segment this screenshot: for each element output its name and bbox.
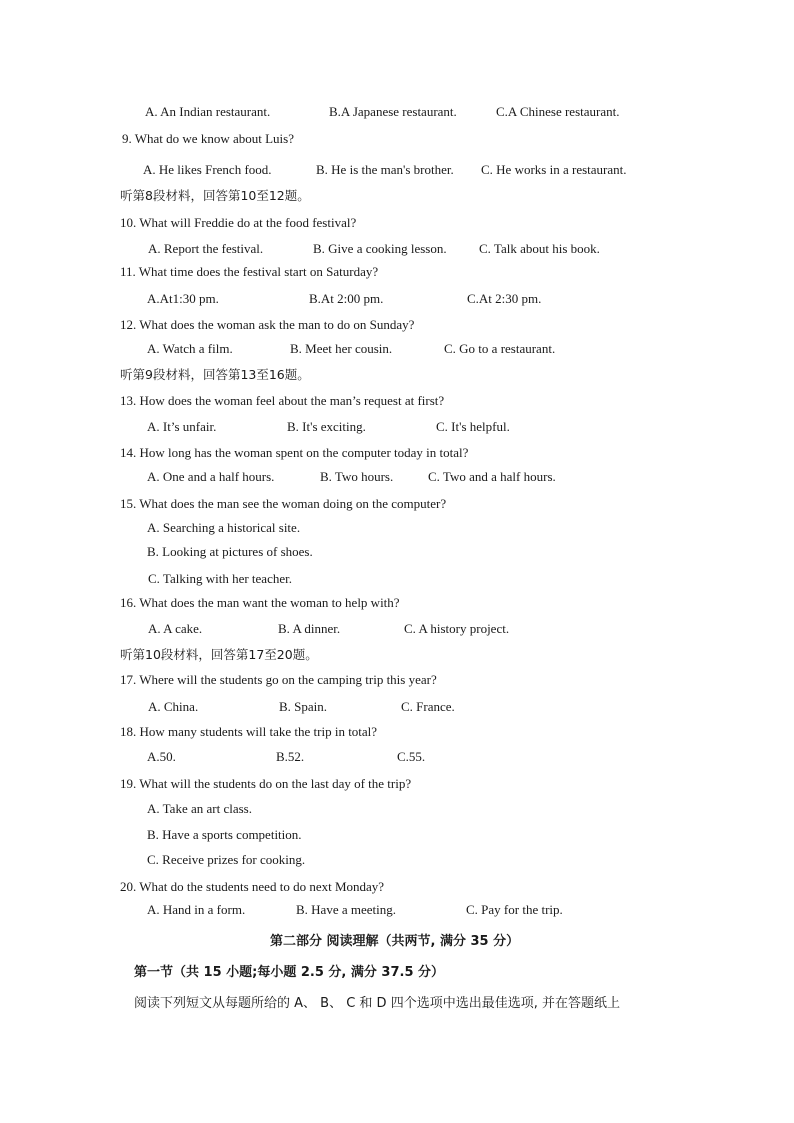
q14-option-c: C. Two and a half hours. (428, 469, 556, 484)
q9-option-c: C. He works in a restaurant. (481, 162, 627, 177)
part-two-title: 第二部分 阅读理解（共两节, 满分 35 分） (270, 934, 520, 949)
q10-option-b: B. Give a cooking lesson. (313, 241, 447, 256)
section-9-heading: 听第9段材料，回答第13至16题。 (120, 367, 310, 382)
q20-option-a: A. Hand in a form. (147, 902, 246, 917)
q8-option-a: A. An Indian restaurant. (145, 104, 271, 119)
q18-stem: 18. How many students will take the trip in total? (120, 724, 378, 739)
section-10-heading: 听第10段材料，回答第17至20题。 (120, 647, 318, 662)
q17-option-c: C. France. (401, 699, 455, 714)
q15-option-b: B. Looking at pictures of shoes. (147, 544, 313, 559)
q13-option-b: B. It's exciting. (287, 419, 366, 434)
q14-stem: 14. How long has the woman spent on the computer today in total? (120, 445, 469, 460)
q17-stem: 17. Where will the students go on the camping trip this year? (120, 672, 437, 687)
q10-option-a: A. Report the festival. (148, 241, 264, 256)
q8-option-b: B.A Japanese restaurant. (329, 104, 457, 119)
q11-option-c: C.At 2:30 pm. (467, 291, 542, 306)
section-one-title: 第一节（共 15 小题;每小题 2.5 分, 满分 37.5 分） (134, 965, 445, 980)
q20-option-b: B. Have a meeting. (296, 902, 396, 917)
q13-stem: 13. How does the woman feel about the man’s request at first? (120, 393, 445, 408)
q12-stem: 12. What does the woman ask the man to do on Sunday? (120, 317, 415, 332)
q18-option-c: C.55. (397, 749, 426, 764)
q16-option-a: A. A cake. (148, 621, 203, 636)
q17-option-b: B. Spain. (279, 699, 328, 714)
q18-option-b: B.52. (276, 749, 305, 764)
q12-option-c: C. Go to a restaurant. (444, 341, 556, 356)
q16-stem: 16. What does the man want the woman to help with? (120, 595, 400, 610)
q11-option-b: B.At 2:00 pm. (309, 291, 384, 306)
q13-option-a: A. It’s unfair. (147, 419, 217, 434)
q14-option-a: A. One and a half hours. (147, 469, 275, 484)
q11-option-a: A.At1:30 pm. (147, 291, 219, 306)
q15-option-c: C. Talking with her teacher. (148, 571, 292, 586)
q14-option-b: B. Two hours. (320, 469, 394, 484)
q20-stem: 20. What do the students need to do next Monday? (120, 879, 385, 894)
q8-option-c: C.A Chinese restaurant. (496, 104, 620, 119)
q18-option-a: A.50. (147, 749, 176, 764)
q9-option-a: A. He likes French food. (143, 162, 272, 177)
q9-stem: 9. What do we know about Luis? (122, 131, 294, 146)
q12-option-b: B. Meet her cousin. (290, 341, 393, 356)
q19-option-c: C. Receive prizes for cooking. (147, 852, 306, 867)
q19-stem: 19. What will the students do on the last day of the trip? (120, 776, 412, 791)
q20-option-c: C. Pay for the trip. (466, 902, 563, 917)
q11-stem: 11. What time does the festival start on Saturday? (120, 264, 379, 279)
reading-instruction: 阅读下列短文从每题所给的 A、 B、 C 和 D 四个选项中选出最佳选项, 并在答题纸上 (134, 996, 620, 1011)
q15-option-a: A. Searching a historical site. (147, 520, 301, 535)
q19-option-a: A. Take an art class. (147, 801, 252, 816)
q19-option-b: B. Have a sports competition. (147, 827, 302, 842)
q10-stem: 10. What will Freddie do at the food festival? (120, 215, 357, 230)
q16-option-b: B. A dinner. (278, 621, 341, 636)
q16-option-c: C. A history project. (404, 621, 510, 636)
q15-stem: 15. What does the man see the woman doing on the computer? (120, 496, 447, 511)
q9-option-b: B. He is the man's brother. (316, 162, 454, 177)
q12-option-a: A. Watch a film. (147, 341, 233, 356)
q13-option-c: C. It's helpful. (436, 419, 510, 434)
q17-option-a: A. China. (148, 699, 199, 714)
q10-option-c: C. Talk about his book. (479, 241, 600, 256)
section-8-heading: 听第8段材料，回答第10至12题。 (120, 188, 310, 203)
